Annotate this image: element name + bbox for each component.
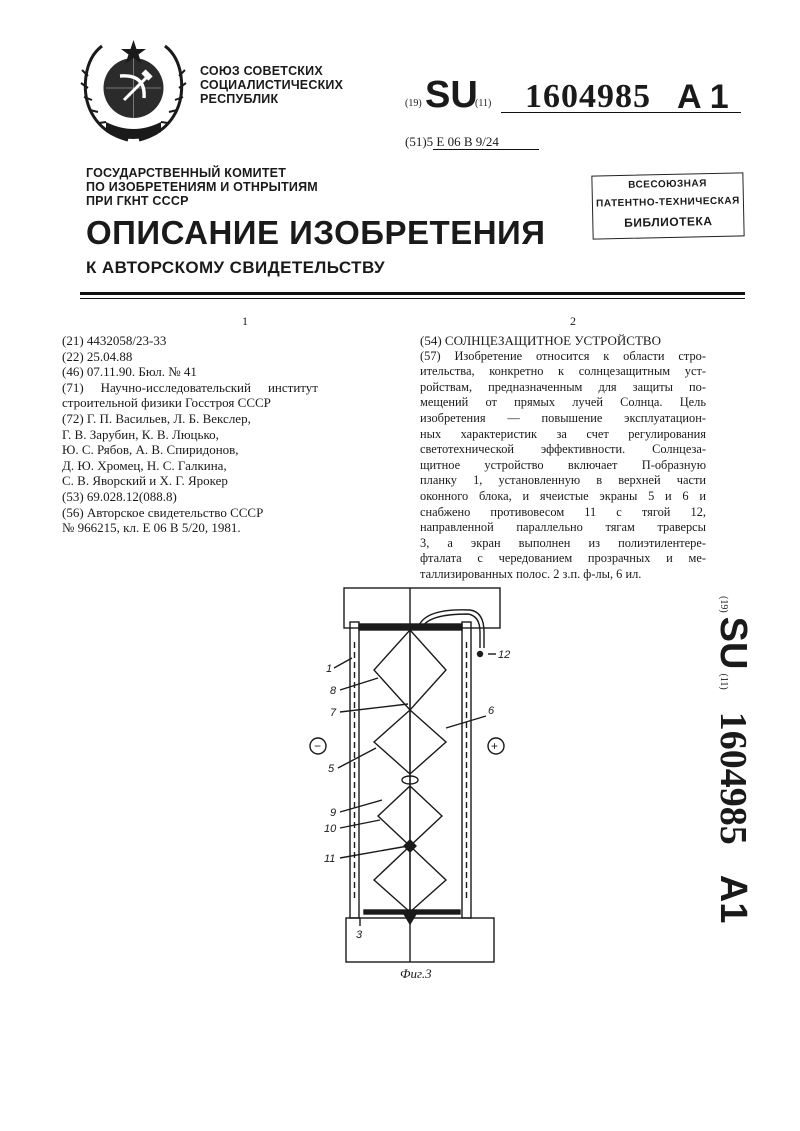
side-number: 1604985: [712, 711, 754, 845]
bib-line: (21) 4432058/23-33: [62, 333, 167, 348]
abstract: [420, 333, 706, 583]
figure-label: 3: [356, 929, 363, 941]
stamp-line: ВСЕСОЮЗНАЯ: [628, 178, 708, 191]
plus-sign: +: [491, 739, 499, 753]
committee-line: ПРИ ГКНТ СССР: [86, 194, 189, 208]
code-19: (19): [405, 98, 422, 109]
figure-label: 11: [324, 853, 336, 865]
abstract-line: фталата с чередованием прозрачных и ме-: [420, 551, 706, 566]
figure-label: 12: [498, 649, 511, 661]
figure-label: 6: [488, 705, 495, 717]
figure-label: 10: [324, 823, 337, 835]
ipc-value: E 06 B 9/24: [433, 134, 539, 150]
stamp-line: ПАТЕНТНО-ТЕХНИЧЕСКАЯ: [595, 195, 740, 210]
abstract-line: оконного блока, и ячеистые экраны 5 и 6 и: [420, 488, 706, 503]
column-number-right: 2: [570, 314, 576, 328]
side-patent-number: [712, 596, 785, 926]
abstract-line: светотехнической эффективности. Солнцеза-: [420, 442, 706, 457]
figure-label: 8: [330, 685, 337, 697]
abstract-line: ных характеристик за счет регулирования: [420, 426, 706, 441]
bib-line: Ю. С. Рябов, А. В. Спиридонов,: [62, 442, 239, 458]
abstract-line: планку 1, установленную в верхней части: [420, 473, 706, 488]
patent-number: 1604985: [525, 78, 651, 115]
abstract-line: ройствам, предназначенным для защиты по-: [420, 379, 706, 394]
abstract-line: 3, а экран выполнен из полиэтилентере-: [420, 535, 706, 550]
abstract-line: направленной параллельно тягам траверсы: [420, 520, 706, 535]
figure-label: 9: [330, 807, 337, 819]
state-emblem-icon: [76, 36, 191, 148]
bottom-housing: [346, 918, 494, 962]
patent-number-row: [405, 74, 745, 114]
abstract-line: щитное устройство включает П-образную: [420, 457, 706, 472]
bib-line: (46) 07.11.90. Бюл. № 41: [62, 364, 197, 380]
bib-line: (22) 25.04.88: [62, 348, 133, 364]
committee-name: [86, 166, 318, 208]
side-code-11: (11): [718, 673, 729, 690]
code-11: (11): [475, 98, 492, 109]
figure-label: 7: [330, 707, 337, 719]
committee-line: ГОСУДАРСТВЕННЫЙ КОМИТЕТ: [86, 166, 287, 180]
side-country: SU: [712, 616, 754, 670]
abstract-line: таллизированных полос. 2 з.п. ф-лы, 6 ил.: [420, 566, 642, 581]
abstract-line: (57) Изобретение относится к области стро-: [420, 348, 706, 363]
top-housing: [344, 588, 500, 628]
bib-line: № 966215, кл. Е 06 В 5/20, 1981.: [62, 520, 241, 536]
abstract-line: мещений от прямых лучей Солнца. Цель: [420, 395, 706, 410]
union-line: СОЮЗ СОВЕТСКИХ: [200, 64, 323, 78]
figure-drawing: [300, 582, 540, 1002]
bib-line: Д. Ю. Хромец, Н. С. Галкина,: [62, 457, 227, 473]
divider: [501, 112, 741, 113]
bib-line: С. В. Яворский и Х. Г. Ярокер: [62, 473, 228, 489]
bib-line: строительной физики Госстроя СССР: [62, 395, 271, 411]
union-name: [200, 64, 343, 106]
abstract-line: ительства, конкретно к солнцезащитным уст-: [420, 364, 706, 379]
ipc-classification: [405, 134, 539, 150]
side-code-19: (19): [718, 596, 729, 613]
document-subtitle: К АВТОРСКОМУ СВИДЕТЕЛЬСТВУ: [86, 258, 385, 277]
divider: [80, 298, 745, 299]
bib-line: (71) Научно-исследовательский институт: [62, 379, 318, 395]
bib-line: (56) Авторское свидетельство СССР: [62, 504, 264, 520]
abstract-line: снабжено противовесом 11 с тягой 12,: [420, 504, 706, 519]
column-number-left: 1: [242, 314, 248, 328]
kind-code: A 1: [677, 78, 729, 116]
ipc-code: (51)5: [405, 134, 434, 149]
union-line: РЕСПУБЛИК: [200, 92, 279, 106]
stamp-line: БИБЛИОТЕКА: [624, 214, 713, 230]
committee-line: ПО ИЗОБРЕТЕНИЯМ И ОТНРЫТИЯМ: [86, 180, 318, 194]
divider: [80, 292, 745, 295]
abstract-title: (54) СОЛНЦЕЗАЩИТНОЕ УСТРОЙСТВО: [420, 333, 661, 348]
document-title: ОПИСАНИЕ ИЗОБРЕТЕНИЯ: [86, 214, 546, 251]
figure-label: 1: [326, 663, 333, 675]
figure-label: 5: [328, 763, 335, 775]
union-line: СОЦИАЛИСТИЧЕСКИХ: [200, 78, 344, 92]
library-stamp: [591, 172, 744, 239]
figure-caption: Фиг.3: [400, 966, 432, 981]
abstract-line: изобретения — повышение эксплуатацион-: [420, 410, 706, 425]
side-kind: A1: [712, 874, 754, 924]
bib-line: (72) Г. П. Васильев, Л. Б. Векслер,: [62, 410, 251, 426]
minus-sign: −: [314, 739, 322, 753]
country-code: SU: [425, 74, 478, 116]
bib-line: Г. В. Зарубин, К. В. Люцько,: [62, 426, 219, 442]
bibliography: [62, 333, 318, 536]
bib-line: (53) 69.028.12(088.8): [62, 488, 177, 504]
top-bar: [359, 624, 462, 630]
